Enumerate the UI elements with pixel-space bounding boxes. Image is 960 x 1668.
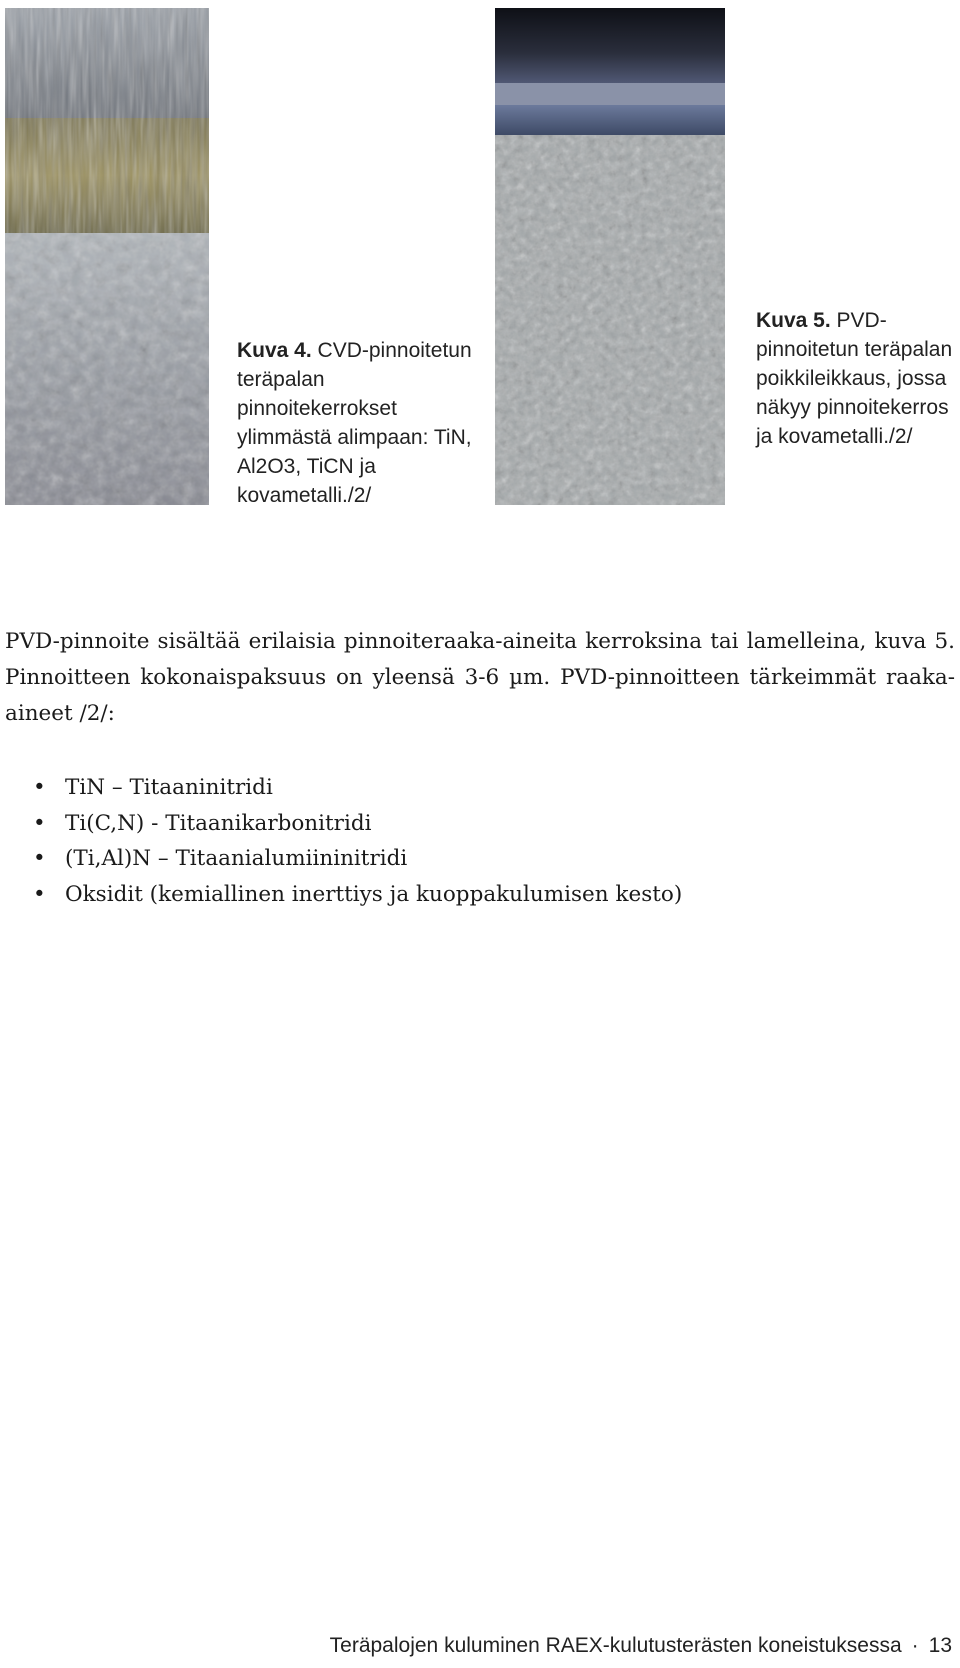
page-footer — [330, 1634, 952, 1658]
list-item — [5, 806, 905, 842]
figure-5-caption — [756, 306, 956, 451]
list-item-text: (Ti,Al)N – Titaanialumiininitridi — [65, 846, 408, 871]
figure-4-caption-text: CVD-pinnoitetun teräpalan pinnoitekerrokset ylimmästä alimpaan: TiN, Al2O3, TiCN ja kovametalli./2/ — [237, 339, 472, 507]
figure-5-label: Kuva 5. — [756, 309, 831, 332]
bullet-icon: • — [33, 846, 46, 871]
page-number: 13 — [928, 1634, 952, 1657]
figure-5-caption-text: PVD-pinnoitetun teräpalan poikkileikkaus, jossa näkyy pinnoitekerros ja kovametalli./2/ — [756, 309, 953, 448]
list-item — [5, 877, 905, 913]
list-item-text: Ti(C,N) - Titaanikarbonitridi — [65, 810, 372, 836]
figure-4-label: Kuva 4. — [237, 339, 312, 362]
bullet-icon: • — [33, 775, 46, 800]
body-paragraph: PVD-pinnoite sisältää erilaisia pinnoiteraaka-aineita kerroksina tai lamelleina, kuva 5. Pinnoitteen kokonaispaksuus on yleensä 3-6 µm. PVD-pinnoitteen tärkeimmät raaka-aineet /2/: — [5, 629, 955, 726]
bullet-icon: • — [33, 810, 46, 836]
list-item-text: Oksidit (kemiallinen inerttiys ja kuoppakulumisen kesto) — [65, 881, 683, 907]
figure-4-micrograph — [5, 8, 209, 505]
figure-5-micrograph — [495, 8, 725, 505]
list-item — [5, 841, 905, 877]
footer-separator: · — [911, 1634, 919, 1657]
list-item — [5, 770, 905, 806]
bullet-icon: • — [33, 881, 46, 907]
figure-4-caption — [237, 336, 477, 510]
list-item-text: TiN – Titaaninitridi — [65, 775, 273, 800]
footer-title: Teräpalojen kuluminen RAEX-kulutusterästen koneistuksessa — [329, 1634, 902, 1657]
coating-materials-list — [5, 770, 905, 912]
